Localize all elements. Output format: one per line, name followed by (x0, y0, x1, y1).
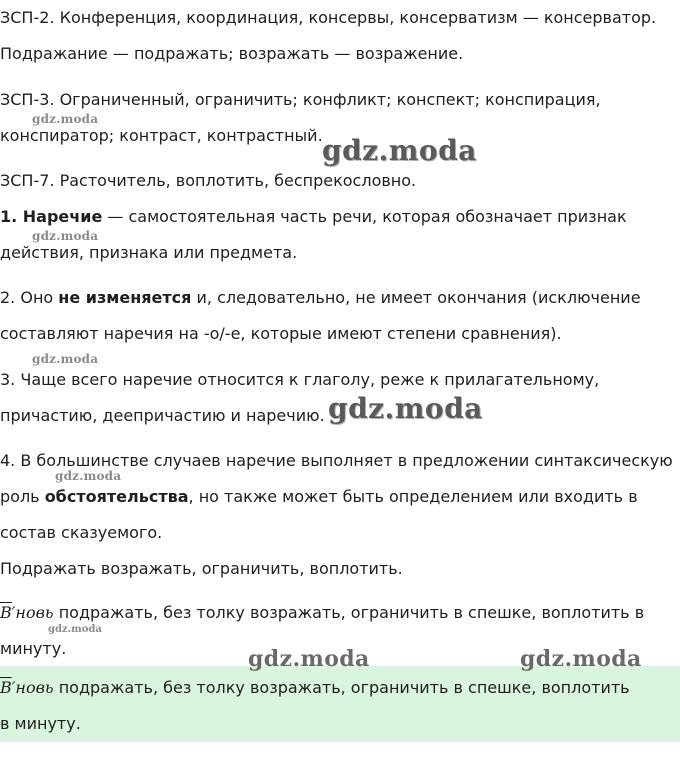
text-line-zsp2: ЗСП-2. Конференция, координация, консервы, консерватизм — консерватор. (0, 8, 657, 27)
text-fragment: , но также может быть определением или входить в (188, 487, 638, 506)
text-line-narechie-def (0, 207, 627, 227)
vnov-word (0, 678, 54, 697)
vnov-prime: ′ (11, 678, 16, 697)
watermark-logo: gdz.moda (248, 646, 370, 672)
text-line-minutu-2: в минуту. (0, 714, 81, 733)
text-line-prichastiyu: причастию, деепричастию и наречию. (0, 406, 325, 425)
text-fragment: 2. Оно (0, 288, 59, 307)
text-line-ne-izmenyaetsya (0, 288, 641, 308)
vnov-prime: ′ (11, 603, 16, 622)
text-fragment: подражать, без толку возражать, ограничить в спешке, воплотить в (53, 603, 645, 622)
text-line-vnov-2 (0, 678, 630, 698)
vnov-rest: новь (15, 603, 54, 622)
text-line-minutu-1: минуту. (0, 639, 67, 658)
watermark-logo: gdz.moda (32, 352, 99, 366)
term-obstoyatelstva: обстоятельства (44, 487, 189, 506)
watermark-logo: gdz.moda (322, 134, 477, 167)
text-fragment: подражать, без толку возражать, ограничить в спешке, воплотить (53, 678, 630, 697)
text-line-chashe: 3. Чаще всего наречие относится к глаголу, реже к прилагательному, (0, 370, 600, 389)
watermark-logo: gdz.moda (32, 112, 99, 126)
vnov-letter: В (0, 603, 12, 622)
text-fragment: и, следовательно, не имеет окончания (исключение (191, 288, 641, 307)
vnov-rest: новь (15, 678, 54, 697)
text-line-sostav: состав сказуемого. (0, 523, 163, 542)
watermark-logo: gdz.moda (32, 229, 99, 243)
text-line-zsp7: ЗСП-7. Расточитель, воплотить, беспрекословно. (0, 171, 417, 190)
text-line-podrazhanie: Подражание — подражать; возражать — возражение. (0, 44, 464, 63)
vnov-word (0, 603, 54, 622)
text-line-answer-list: Подражать возражать, ограничить, воплотить. (0, 559, 403, 578)
text-line-zsp3: ЗСП-3. Ограниченный, ограничить; конфликт; конспект; конспирация, (0, 90, 601, 109)
vnov-letter: В (0, 678, 12, 697)
term-narechie: 1. Наречие (0, 207, 103, 226)
watermark-logo: gdz.moda (48, 624, 102, 635)
watermark-logo: gdz.moda (520, 646, 642, 672)
def-text: — самостоятельная часть речи, которая обозначает признак (102, 207, 627, 226)
text-line-v-bolshinstve: 4. В большинстве случаев наречие выполняет в предложении синтаксическую (0, 451, 673, 470)
text-fragment: роль (0, 487, 45, 506)
text-line-rol (0, 487, 638, 507)
term-ne-izmenyaetsya: не изменяется (58, 288, 192, 307)
text-line-sostavlyayut: составляют наречия на -о/-е, которые имеют степени сравнения). (0, 324, 562, 343)
text-line-konspirator: конспиратор; контраст, контрастный. (0, 126, 323, 145)
watermark-logo: gdz.moda (55, 469, 122, 483)
text-line-deystviya: действия, признака или предмета. (0, 243, 298, 262)
watermark-logo: gdz.moda (328, 392, 483, 425)
text-line-vnov-1 (0, 603, 644, 623)
